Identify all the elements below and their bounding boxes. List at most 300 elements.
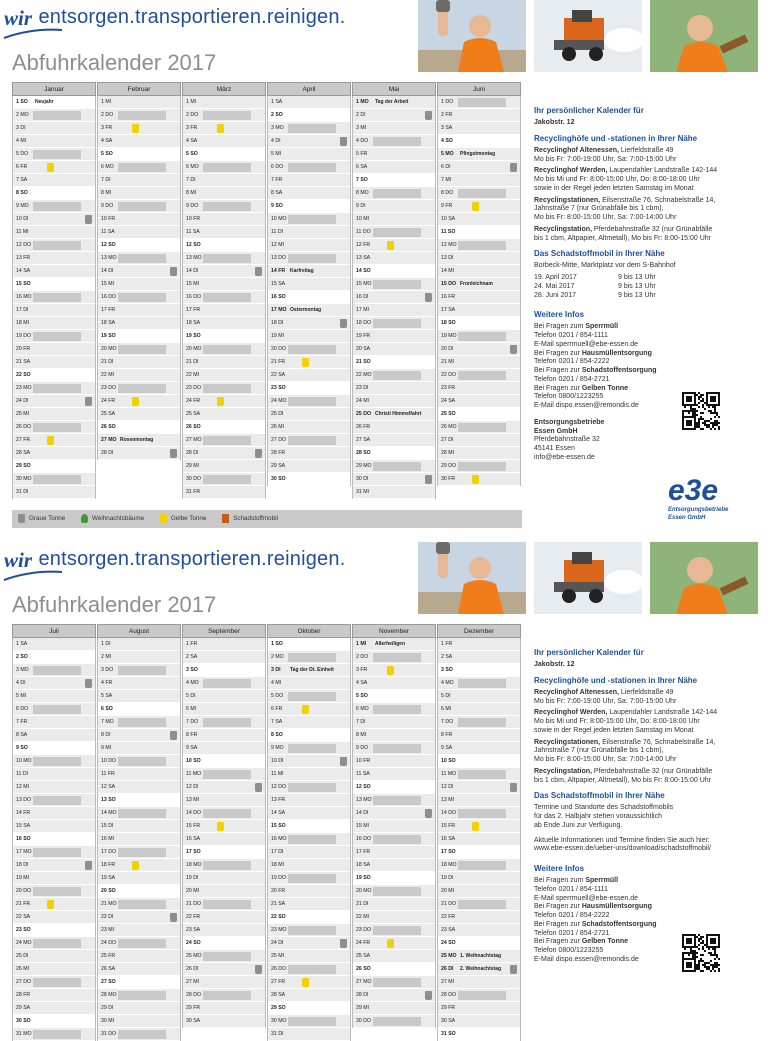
- day-cell: [183, 122, 265, 135]
- day-cell: [13, 122, 95, 135]
- day-label: 12 SA: [101, 784, 116, 790]
- christmas-tree-icon: [81, 514, 88, 523]
- collection-bar: [288, 744, 336, 753]
- day-label: 30 MI: [101, 1018, 114, 1024]
- day-label: 7 DO: [186, 719, 199, 725]
- day-label: 17 DI: [16, 307, 29, 313]
- month-column: [12, 82, 97, 499]
- day-label: 28 SA: [16, 450, 31, 456]
- grey-bin-icon: [425, 293, 432, 302]
- collection-bar: [203, 384, 251, 393]
- day-label: 30 DO: [356, 1018, 371, 1024]
- day-label: 3 SO: [186, 667, 198, 673]
- day-label: 22 MI: [186, 372, 199, 378]
- day-label: 18 DI: [16, 862, 29, 868]
- day-label: 25 MO: [441, 953, 457, 959]
- day-cell: [353, 239, 435, 252]
- day-cell: [353, 768, 435, 781]
- day-cell: [98, 434, 180, 447]
- info-heading-weitere: Weitere Infos: [534, 310, 585, 320]
- day-label: 3 MO: [16, 667, 29, 673]
- yellow-bin-icon: [472, 475, 479, 484]
- day-label: 13 MO: [101, 255, 117, 261]
- day-label: 2 MI: [101, 654, 112, 660]
- day-cell: [353, 317, 435, 330]
- day-cell: [98, 96, 180, 109]
- day-label: 28 DI: [186, 450, 199, 456]
- day-cell: [183, 278, 265, 291]
- day-label: 12 MI: [271, 242, 284, 248]
- day-label: 29 DI: [101, 1005, 114, 1011]
- day-cell: [438, 781, 520, 794]
- day-cell: [353, 716, 435, 729]
- collection-bar: [203, 293, 251, 302]
- day-label: 25 MO: [186, 953, 202, 959]
- schadstoff-url-link[interactable]: www.ebe-essen.de/ueber-uns/download/schadstoffmobil/: [534, 845, 711, 853]
- day-cell: [183, 473, 265, 486]
- day-cell: [98, 924, 180, 937]
- day-label: 18 DO: [356, 320, 371, 326]
- day-label: 17 FR: [356, 849, 371, 855]
- day-cell: [98, 356, 180, 369]
- day-cell: [268, 382, 350, 395]
- day-label: 10 MI: [356, 216, 369, 222]
- day-cell: [98, 664, 180, 677]
- day-cell: [438, 174, 520, 187]
- day-cell: [438, 690, 520, 703]
- day-cell: [353, 794, 435, 807]
- schadstoff-web: Aktuelle Informationen und Termine finden Sie auch hier: www.ebe-essen.de/ueber-uns/download/schadstoffmobil/: [534, 836, 711, 853]
- day-cell: [183, 638, 265, 651]
- email-dispo-link[interactable]: E-Mail dispo.essen@remondis.de: [534, 402, 639, 409]
- grey-bin-icon: [255, 783, 262, 792]
- logo-tagline: entsorgen.transportieren.reinigen.: [38, 548, 346, 570]
- day-label: 21 FR: [271, 359, 286, 365]
- day-cell: [13, 200, 95, 213]
- day-cell: [353, 434, 435, 447]
- day-cell: [438, 434, 520, 447]
- day-label: 30 SA: [441, 1018, 456, 1024]
- day-label: 15 DI: [101, 823, 114, 829]
- day-cell: [98, 213, 180, 226]
- day-cell: [98, 395, 180, 408]
- day-cell: [438, 356, 520, 369]
- day-label: 17 FR: [101, 307, 116, 313]
- day-cell: [353, 1015, 435, 1028]
- day-cell: [353, 898, 435, 911]
- collection-bar: [458, 900, 506, 909]
- day-cell: [183, 200, 265, 213]
- day-label: 24 MO: [16, 940, 32, 946]
- qr-code-icon[interactable]: [682, 392, 720, 430]
- day-label: 3 SA: [441, 125, 453, 131]
- month-header: September: [182, 624, 266, 638]
- day-label: 31 SO: [441, 1031, 456, 1037]
- day-label: 19 SO: [101, 333, 116, 339]
- collection-bar: [288, 965, 336, 974]
- collection-bar: [373, 1017, 421, 1026]
- day-label: 6 SO: [101, 706, 113, 712]
- day-cell: [13, 148, 95, 161]
- day-label: 14 DO: [186, 810, 201, 816]
- day-cell: [98, 252, 180, 265]
- collection-bar: [203, 436, 251, 445]
- info-panel-first: [534, 100, 762, 463]
- day-cell: [183, 226, 265, 239]
- collection-bar: [458, 98, 506, 107]
- day-cell: [438, 859, 520, 872]
- day-cell: [353, 742, 435, 755]
- day-cell: [13, 950, 95, 963]
- day-label: 16 DI: [356, 294, 369, 300]
- day-cell: [438, 161, 520, 174]
- day-label: 27 MI: [441, 979, 454, 985]
- yellow-bin-icon: [302, 978, 309, 987]
- day-label: 24 DI: [16, 398, 29, 404]
- day-label: 17 MI: [356, 307, 369, 313]
- day-label: 18 DI: [271, 320, 284, 326]
- day-label: 3 MI: [356, 125, 367, 131]
- day-cell: [353, 265, 435, 278]
- email-sperrmuell-link[interactable]: E-Mail sperrmuell@ebe-essen.de: [534, 894, 638, 902]
- day-cell: [438, 729, 520, 742]
- day-label: 21 DI: [356, 901, 369, 907]
- day-label: 12 FR: [356, 242, 371, 248]
- day-label: 12 MO: [441, 242, 457, 248]
- day-cell: [98, 742, 180, 755]
- day-label: 4 DI: [16, 680, 26, 686]
- day-label: 14 FR: [16, 810, 31, 816]
- day-cell: [183, 885, 265, 898]
- day-cell: [353, 330, 435, 343]
- day-label: 10 SO: [186, 758, 201, 764]
- day-label: 21 DI: [186, 359, 199, 365]
- day-label: 20 MO: [356, 888, 372, 894]
- day-label: 11 DI: [271, 229, 284, 235]
- company-address: Entsorgungsbetriebe Essen GmbH Pferdebahnstraße 32 45141 Essen info@ebe-essen.de: [534, 419, 762, 463]
- day-label: 24 FR: [356, 940, 371, 946]
- day-cell: [353, 950, 435, 963]
- day-label: 9 DO: [356, 745, 369, 751]
- day-cell: [13, 317, 95, 330]
- day-cell: [353, 395, 435, 408]
- day-cell: [183, 703, 265, 716]
- day-cell: [438, 794, 520, 807]
- day-label: 15 SA: [271, 281, 286, 287]
- day-cell: [183, 924, 265, 937]
- day-label: 26 SO: [101, 424, 116, 430]
- day-label: 14 SO: [356, 268, 371, 274]
- day-cell: [98, 690, 180, 703]
- collection-bar: [373, 137, 421, 146]
- info-heading-recycling: Recyclinghöfe und -stationen in Ihrer Nähe: [534, 675, 698, 685]
- collection-bar: [118, 254, 166, 263]
- day-cell: [438, 898, 520, 911]
- day-cell: [353, 291, 435, 304]
- month-header: Januar: [12, 82, 96, 96]
- day-label: 15 MI: [186, 281, 199, 287]
- day-cell: [13, 820, 95, 833]
- day-label: 25 MI: [271, 953, 284, 959]
- day-label: 10 FR: [186, 216, 201, 222]
- day-label: 15 MO: [356, 281, 372, 287]
- day-label: 8 DO: [441, 190, 454, 196]
- day-label: 29 DO: [441, 463, 456, 469]
- grey-bin-icon: [85, 397, 92, 406]
- day-label: 9 SO: [16, 745, 28, 751]
- day-cell: [183, 768, 265, 781]
- legend-mobil: Schadstoffmobil: [222, 510, 278, 528]
- day-cell: [353, 729, 435, 742]
- day-label: 30 DO: [186, 476, 201, 482]
- day-label: 11 MI: [271, 771, 284, 777]
- day-cell: [13, 664, 95, 677]
- day-cell: [183, 742, 265, 755]
- day-cell: [353, 161, 435, 174]
- collection-bar: [118, 384, 166, 393]
- collection-bar: [33, 241, 81, 250]
- day-label: 23 FR: [441, 385, 456, 391]
- collection-bar: [458, 809, 506, 818]
- grey-bin-icon: [510, 163, 517, 172]
- day-label: 28 FR: [271, 450, 286, 456]
- day-cell: [268, 213, 350, 226]
- day-cell: [98, 794, 180, 807]
- day-label: 25 SO: [441, 411, 456, 417]
- day-cell: [268, 716, 350, 729]
- collection-bar: [33, 848, 81, 857]
- day-cell: [268, 460, 350, 473]
- collection-bar: [118, 345, 166, 354]
- day-label: 21 DO: [186, 901, 201, 907]
- day-label: 29 FR: [186, 1005, 201, 1011]
- day-label: 17 MO: [16, 849, 32, 855]
- grey-bin-icon: [425, 809, 432, 818]
- collection-bar: [288, 124, 336, 133]
- day-cell: [183, 382, 265, 395]
- day-cell: [183, 664, 265, 677]
- day-label: 6 MI: [186, 706, 197, 712]
- day-label: 18 SA: [356, 862, 371, 868]
- day-label: 24 SO: [186, 940, 201, 946]
- day-cell: [268, 200, 350, 213]
- month-header: Juni: [437, 82, 521, 96]
- day-cell: [183, 989, 265, 1002]
- qr-code-icon[interactable]: [682, 934, 720, 972]
- day-cell: [98, 447, 180, 460]
- day-label: 16 SA: [186, 836, 201, 842]
- day-label: 4 DO: [356, 138, 369, 144]
- day-label: 28 FR: [16, 992, 31, 998]
- day-cell: [183, 872, 265, 885]
- day-label: 14 SA: [16, 268, 31, 274]
- day-label: 11 SA: [101, 229, 115, 235]
- day-cell: [13, 807, 95, 820]
- day-label: 24 MI: [356, 398, 369, 404]
- day-label: 6 FR: [271, 706, 283, 712]
- yellow-bin-icon: [47, 163, 54, 172]
- day-cell: [268, 755, 350, 768]
- day-cell: [268, 859, 350, 872]
- day-cell: [268, 369, 350, 382]
- day-label: 1 MI: [356, 641, 367, 647]
- recycling-werden: Recyclinghof Werden, Laupendahler Landstraße 142-144 Mo bis Mi und Fr: 8:00-15:00 Uhr, Do: 8:00-18:00 Uhr sowie in der Regel jeden letzten Samstag im Monat: [534, 167, 718, 192]
- day-cell: [98, 846, 180, 859]
- day-cell: [268, 265, 350, 278]
- day-label: 3 DI: [271, 667, 281, 673]
- day-label: 10 SA: [441, 216, 456, 222]
- day-label: 13 FR: [271, 797, 286, 803]
- day-cell: [183, 781, 265, 794]
- yellow-bin-icon: [217, 124, 224, 133]
- day-cell: [268, 898, 350, 911]
- day-cell: [98, 677, 180, 690]
- day-cell: [13, 911, 95, 924]
- day-label: 7 DI: [186, 177, 196, 183]
- day-label: 10 DI: [271, 758, 284, 764]
- collection-bar: [458, 462, 506, 471]
- collection-bar: [33, 150, 81, 159]
- recycling-stations: Recyclingstationen, Eilsenstraße 76, Schnabelstraße 14, Jahnstraße 7 (nur Grünabfälle bis 1 cbm), Mo bis Fr: 8:00-15:00 Uhr, Sa: 7:00-14:00 Uhr: [534, 738, 716, 763]
- collection-bar: [118, 293, 166, 302]
- day-label: 20 SA: [356, 346, 371, 352]
- day-cell: [268, 252, 350, 265]
- day-cell: [438, 885, 520, 898]
- collection-bar: [118, 939, 166, 948]
- day-label: 9 SO: [271, 203, 283, 209]
- day-label: 2 DO: [356, 654, 369, 660]
- day-label: 28 SA: [271, 992, 286, 998]
- day-cell: [13, 703, 95, 716]
- day-label: 13 DI: [441, 255, 454, 261]
- day-label: 29 SO: [271, 1005, 286, 1011]
- yellow-bin-icon: [132, 861, 139, 870]
- day-cell: [353, 356, 435, 369]
- day-cell: [183, 1002, 265, 1015]
- collection-bar: [203, 163, 251, 172]
- day-cell: [438, 473, 520, 486]
- day-label: 2 FR: [441, 112, 453, 118]
- info-address: Jakobstr. 12: [534, 661, 575, 668]
- day-cell: [438, 96, 520, 109]
- day-cell: [98, 421, 180, 434]
- day-cell: [438, 1015, 520, 1028]
- email-sperrmuell-link[interactable]: E-Mail sperrmuell@ebe-essen.de: [534, 340, 638, 348]
- day-cell: [13, 742, 95, 755]
- day-cell: [268, 690, 350, 703]
- day-label: 13 DO: [271, 255, 286, 261]
- day-label: 3 SO: [441, 667, 453, 673]
- day-cell: [98, 755, 180, 768]
- day-label: 2 SO: [271, 112, 283, 118]
- day-cell: [353, 252, 435, 265]
- collection-bar: [33, 423, 81, 432]
- day-label: 6 MO: [186, 164, 199, 170]
- day-cell: [268, 226, 350, 239]
- day-cell: [98, 885, 180, 898]
- company-email-link[interactable]: info@ebe-essen.de: [534, 453, 595, 461]
- grey-bin-icon: [255, 449, 262, 458]
- month-header: Mai: [352, 82, 436, 96]
- day-label: 24 FR: [101, 398, 116, 404]
- month-column: [352, 624, 437, 1028]
- day-cell: [438, 291, 520, 304]
- day-cell: [353, 460, 435, 473]
- day-cell: [183, 651, 265, 664]
- month-header: März: [182, 82, 266, 96]
- day-label: 7 DI: [101, 177, 111, 183]
- day-label: 25 SA: [101, 411, 116, 417]
- day-label: 5 MI: [271, 151, 282, 157]
- day-label: 23 SA: [441, 927, 456, 933]
- collection-bar: [203, 111, 251, 120]
- holiday-label: 2. Weihnachtstag: [460, 966, 502, 972]
- day-cell: [13, 382, 95, 395]
- day-cell: [98, 109, 180, 122]
- day-cell: [13, 989, 95, 1002]
- day-label: 26 SA: [101, 966, 116, 972]
- day-cell: [353, 976, 435, 989]
- day-cell: [268, 937, 350, 950]
- grey-bin-icon: [425, 475, 432, 484]
- yellow-bin-icon: [160, 514, 167, 523]
- day-label: 9 FR: [441, 203, 453, 209]
- holiday-label: Fronleichnam: [460, 281, 493, 287]
- day-label: 3 MO: [271, 125, 284, 131]
- info-address: Jakobstr. 12: [534, 119, 575, 126]
- day-label: 24 SA: [441, 398, 456, 404]
- recycling-werden: Recyclinghof Werden, Laupendahler Landstraße 142-144 Mo bis Mi und Fr: 8:00-15:00 Uhr, Do: 8:00-18:00 Uhr sowie in der Regel jeden letzten Samstag im Monat: [534, 709, 718, 734]
- day-label: 27 FR: [271, 979, 286, 985]
- day-label: 19 DI: [441, 875, 454, 881]
- day-label: 27 DI: [441, 437, 454, 443]
- day-label: 14 DI: [186, 268, 199, 274]
- day-label: 15 FR: [441, 823, 456, 829]
- day-cell: [353, 911, 435, 924]
- day-label: 29 SO: [16, 463, 31, 469]
- day-label: 13 MO: [186, 255, 202, 261]
- day-label: 5 SO: [101, 151, 113, 157]
- day-label: 17 DI: [271, 849, 284, 855]
- day-label: 16 DO: [101, 294, 116, 300]
- collection-bar: [288, 783, 336, 792]
- grey-bin-icon: [340, 939, 347, 948]
- day-cell: [98, 950, 180, 963]
- day-label: 10 DO: [101, 758, 116, 764]
- day-label: 29 FR: [441, 1005, 456, 1011]
- day-cell: [268, 781, 350, 794]
- day-label: 16 MO: [16, 294, 32, 300]
- yellow-bin-icon: [47, 436, 54, 445]
- day-label: 3 DO: [101, 667, 114, 673]
- day-label: 22 MO: [356, 372, 372, 378]
- email-dispo-link[interactable]: E-Mail dispo.essen@remondis.de: [534, 955, 639, 963]
- day-cell: [268, 317, 350, 330]
- day-cell: [98, 291, 180, 304]
- day-cell: [98, 1002, 180, 1015]
- day-label: 1 SO: [271, 641, 283, 647]
- day-cell: [268, 651, 350, 664]
- day-label: 20 MO: [186, 346, 202, 352]
- yellow-bin-icon: [302, 358, 309, 367]
- day-label: 27 FR: [16, 437, 31, 443]
- day-label: 14 FR: [271, 268, 286, 274]
- day-cell: [183, 898, 265, 911]
- page-title: Abfuhrkalender 2017: [12, 50, 217, 75]
- day-label: 6 DO: [271, 164, 284, 170]
- recycling-stations: Recyclingstationen, Eilsenstraße 76, Schnabelstraße 14, Jahnstraße 7 (nur Grünabfälle bis 1 cbm), Mo bis Fr: 8:00-15:00 Uhr, Sa: 7:00-14:00 Uhr: [534, 196, 716, 221]
- day-label: 22 FR: [441, 914, 456, 920]
